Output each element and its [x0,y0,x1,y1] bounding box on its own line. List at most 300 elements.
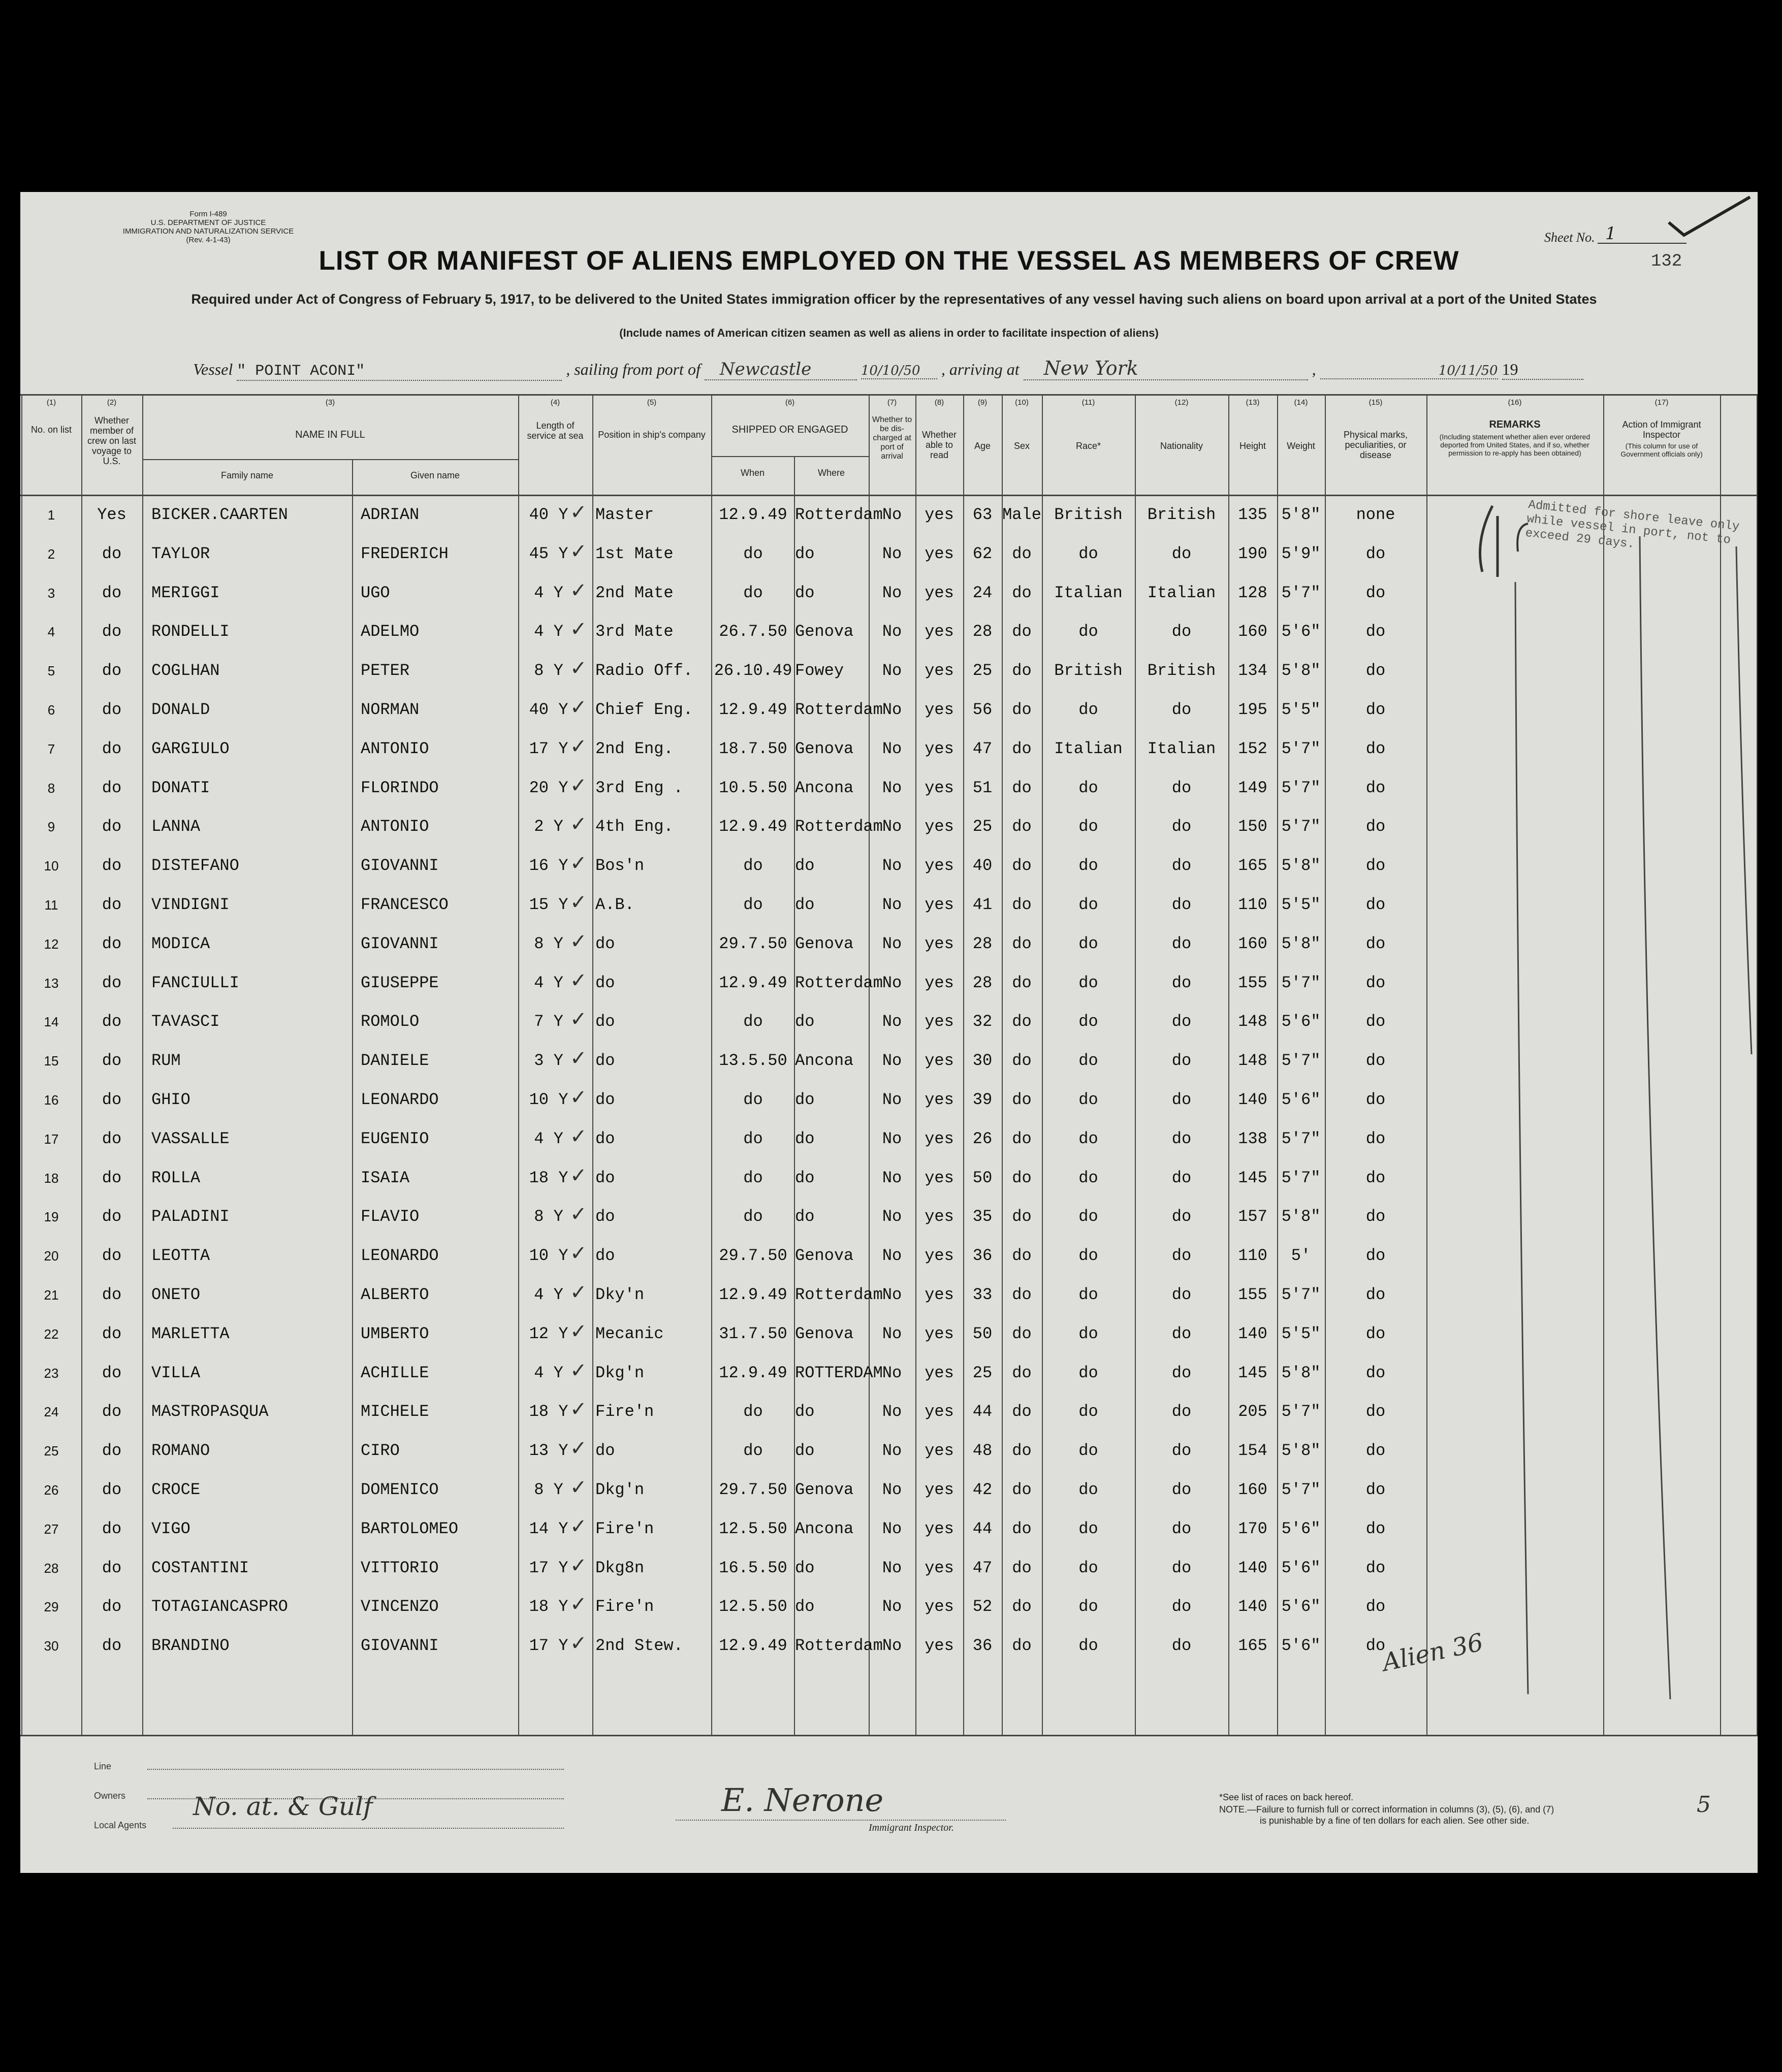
check-mark-icon: ✓ [570,539,587,563]
cell-no: 22 [44,1326,59,1342]
cell-weight: 5'8" [1281,934,1321,953]
cell-service: 40 Y [529,505,568,524]
cell-nationality: do [1171,1480,1192,1499]
cell-family: TAYLOR [151,544,210,563]
cell-physical: do [1365,778,1386,797]
cell-physical: do [1365,1558,1386,1577]
cell-family: LEOTTA [151,1246,210,1266]
cell-member: do [102,1363,122,1382]
cell-height: 145 [1238,1363,1267,1382]
cell-where: Rotterdam [795,973,883,992]
cell-nationality: Italian [1147,583,1216,602]
cell-height: 135 [1238,505,1267,524]
cell-where: do [795,1441,815,1461]
cell-discharged: No [882,934,902,953]
cell-age: 48 [972,1441,993,1461]
cell-read: yes [925,1246,954,1266]
cell-service: 10 Y [529,1090,568,1109]
cell-height: 140 [1238,1324,1267,1343]
cell-height: 149 [1238,778,1267,797]
cell-member: do [102,895,122,914]
header-when: When [740,468,765,478]
cell-race: do [1078,1558,1098,1577]
page-title: LIST OR MANIFEST OF ALIENS EMPLOYED ON THE VESSEL AS MEMBERS OF CREW [319,246,1459,276]
cell-weight: 5'7" [1281,1285,1321,1304]
cell-read: yes [925,739,954,758]
cell-race: do [1078,934,1098,953]
check-mark-icon: ✓ [570,1398,587,1421]
cell-physical: do [1365,1090,1386,1109]
cell-race: do [1078,1090,1098,1109]
cell-age: 56 [972,700,993,719]
include-note: (Include names of American citizen seamen as well as aliens in order to facilitate inspection of aliens) [619,327,1159,339]
comma-separator: , [1312,360,1320,378]
cell-given: DANIELE [361,1051,429,1071]
cell-when: 12.9.49 [719,1636,787,1656]
cell-no: 10 [44,858,59,874]
cell-family: BRANDINO [151,1636,230,1656]
cell-position: Master [595,505,654,524]
cell-where: ROTTERDAM [795,1363,883,1382]
cell-no: 11 [44,897,58,913]
cell-when: 16.5.50 [719,1558,787,1577]
cell-member: do [102,1168,122,1187]
cell-no: 17 [44,1131,59,1147]
column-number: (8) [934,398,944,407]
cell-height: 145 [1238,1168,1267,1187]
cell-race: do [1078,856,1098,876]
cell-no: 9 [47,819,55,835]
cell-given: VITTORIO [361,1558,439,1577]
cell-read: yes [925,1090,954,1109]
cell-race: British [1054,661,1123,681]
cell-sex: do [1012,1597,1032,1616]
cell-nationality: do [1171,700,1192,719]
cell-age: 30 [972,1051,993,1071]
cell-where: do [795,1207,815,1226]
footer-agents-field [173,1828,564,1829]
cell-race: Italian [1054,739,1123,758]
cell-read: yes [925,817,954,836]
cell-no: 1 [47,507,55,523]
cell-age: 50 [972,1168,993,1187]
page-mark: 5 [1697,1792,1711,1818]
cell-no: 24 [44,1404,59,1420]
cell-position: do [595,1090,615,1109]
cell-age: 28 [972,934,993,953]
cell-given: BARTOLOMEO [361,1519,459,1538]
cell-height: 110 [1238,1246,1267,1266]
cell-sex: do [1012,973,1032,992]
cell-position: 4th Eng. [595,817,674,836]
cell-when: 12.9.49 [719,505,787,524]
cell-nationality: do [1171,856,1192,876]
column-number: (12) [1174,398,1189,407]
cell-discharged: No [882,1168,902,1187]
cell-weight: 5'9" [1281,544,1321,563]
cell-weight: 5'7" [1281,1129,1321,1148]
cell-sex: do [1012,1558,1032,1577]
cell-where: do [795,583,815,602]
cell-nationality: do [1171,1324,1192,1343]
header-shipped-engaged: SHIPPED OR ENGAGED [731,424,848,435]
cell-position: do [595,1207,615,1226]
cell-discharged: No [882,1363,902,1382]
cell-height: 140 [1238,1597,1267,1616]
cell-family: VASSALLE [151,1129,230,1148]
cell-position: Bos'n [595,856,645,876]
check-mark-icon: ✓ [570,1163,587,1187]
cell-race: do [1078,1207,1098,1226]
cell-height: 128 [1238,583,1267,602]
cell-nationality: do [1171,1363,1192,1382]
column-number: (17) [1654,398,1669,407]
cell-weight: 5'7" [1281,1051,1321,1071]
cell-discharged: No [882,895,902,914]
header-nationality: Nationality [1160,441,1203,451]
cell-read: yes [925,1012,954,1031]
cell-physical: do [1365,934,1386,953]
cell-given: ALBERTO [361,1285,429,1304]
cell-nationality: do [1171,1246,1192,1266]
cell-nationality: do [1171,895,1192,914]
cell-physical: do [1365,1168,1386,1187]
header-race: Race* [1075,441,1101,451]
agents-signature: No. at. & Gulf [193,1792,373,1821]
cell-age: 28 [972,973,993,992]
cell-weight: 5'8" [1281,856,1321,876]
cell-where: Genova [795,739,854,758]
cell-discharged: No [882,1441,902,1461]
cell-where: do [795,1168,815,1187]
cell-discharged: No [882,1246,902,1266]
cell-physical: do [1365,895,1386,914]
cell-position: 1st Mate [595,544,674,563]
cell-no: 20 [44,1248,59,1264]
cell-no: 2 [47,546,55,562]
cell-family: LANNA [151,817,201,836]
cell-position: Dkg'n [595,1363,645,1382]
check-mark-icon: ✓ [570,1358,587,1382]
header-weight: Weight [1287,441,1315,451]
cell-race: do [1078,778,1098,797]
cell-discharged: No [882,583,902,602]
cell-nationality: do [1171,622,1192,641]
cell-family: BICKER.CAARTEN [151,505,288,524]
cell-nationality: do [1171,934,1192,953]
cell-member: do [102,1519,122,1538]
cell-no: 30 [44,1638,59,1654]
cell-sex: do [1012,778,1032,797]
cell-race: do [1078,1168,1098,1187]
cell-given: GIOVANNI [361,934,439,953]
cell-given: GIOVANNI [361,1636,439,1656]
cell-family: TOTAGIANCASPRO [151,1597,288,1616]
cell-nationality: do [1171,1441,1192,1461]
cell-age: 47 [972,739,993,758]
cell-age: 41 [972,895,993,914]
cell-service: 18 Y [529,1597,568,1616]
footer-line-field [147,1769,564,1770]
check-mark-icon: ✓ [570,1476,587,1499]
check-mark-icon: ✓ [570,501,587,524]
header-able-read: Whether able to read [921,430,957,460]
cell-discharged: No [882,856,902,876]
cell-nationality: do [1171,973,1192,992]
cell-family: MODICA [151,934,210,953]
cell-sex: Male [1002,505,1041,524]
cell-weight: 5'8" [1281,1441,1321,1461]
cell-height: 165 [1238,1636,1267,1656]
cell-physical: do [1365,856,1386,876]
cell-sex: do [1012,583,1032,602]
cell-weight: 5'6" [1281,1012,1321,1031]
header-position: Position in ship's company [598,430,706,440]
cell-age: 33 [972,1285,993,1304]
cell-given: FRANCESCO [361,895,449,914]
check-mark-icon: ✓ [570,773,587,797]
cell-weight: 5'5" [1281,700,1321,719]
cell-sex: do [1012,1519,1032,1538]
cell-family: ROLLA [151,1168,201,1187]
header-sex: Sex [1013,441,1030,451]
header-whether-member: Whether member of crew on last voyage to U.S. [87,415,137,466]
cell-member: do [102,622,122,641]
cell-age: 25 [972,661,993,681]
cell-no: 29 [44,1599,59,1615]
cell-family: ONETO [151,1285,201,1304]
cell-position: Dky'n [595,1285,645,1304]
cell-physical: do [1365,739,1386,758]
cell-no: 26 [44,1482,59,1498]
cell-when: 26.10.49 [714,661,792,681]
cell-given: NORMAN [361,700,420,719]
check-mark-icon: ✓ [570,891,587,914]
cell-sex: do [1012,1636,1032,1656]
cell-given: ADELMO [361,622,420,641]
cell-race: do [1078,817,1098,836]
cell-physical: do [1365,1480,1386,1499]
cell-position: Chief Eng. [595,700,693,719]
cell-weight: 5'7" [1281,778,1321,797]
cell-service: 8 Y [534,1480,563,1499]
cell-read: yes [925,1168,954,1187]
cell-position: 3rd Eng . [595,778,683,797]
cell-family: DISTEFANO [151,856,239,876]
alien-count: Alien 36 [1380,1628,1486,1677]
cell-age: 51 [972,778,993,797]
cell-race: do [1078,1480,1098,1499]
cell-nationality: do [1171,817,1192,836]
cell-read: yes [925,1636,954,1656]
cell-family: DONALD [151,700,210,719]
cell-race: do [1078,1402,1098,1421]
cell-position: do [595,1246,615,1266]
cell-family: RONDELLI [151,622,230,641]
cell-service: 17 Y [529,1558,568,1577]
cell-when: 31.7.50 [719,1324,787,1343]
cell-member: do [102,1090,122,1109]
cell-read: yes [925,778,954,797]
cell-weight: 5'6" [1281,1558,1321,1577]
cell-position: Fire'n [595,1519,654,1538]
column-number: (7) [887,398,897,407]
check-mark-icon: ✓ [570,813,587,836]
cell-sex: do [1012,1012,1032,1031]
cell-discharged: No [882,1285,902,1304]
cell-physical: do [1365,1051,1386,1071]
cell-height: 138 [1238,1129,1267,1148]
footer-owners-label: Owners [94,1791,126,1801]
cell-race: do [1078,1519,1098,1538]
remarks-note: Admitted for shore leave only while vessel in port, not to exceed 29 days. [1524,498,1740,552]
cell-sex: do [1012,700,1032,719]
cell-weight: 5'6" [1281,622,1321,641]
cell-service: 16 Y [529,856,568,876]
header-age: Age [974,441,991,451]
cell-family: VIGO [151,1519,190,1538]
cell-read: yes [925,544,954,563]
cell-height: 150 [1238,817,1267,836]
column-number: (5) [647,398,657,407]
cell-height: 205 [1238,1402,1267,1421]
cell-weight: 5'8" [1281,1363,1321,1382]
cell-discharged: No [882,505,902,524]
cell-position: Dkg8n [595,1558,645,1577]
cell-race: do [1078,1441,1098,1461]
cell-given: DOMENICO [361,1480,439,1499]
cell-discharged: No [882,1597,902,1616]
cell-nationality: do [1171,1051,1192,1071]
check-mark-icon: ✓ [570,1553,587,1577]
cell-discharged: No [882,1480,902,1499]
check-mark-icon: ✓ [570,1203,587,1226]
cell-read: yes [925,1051,954,1071]
cell-when: do [743,1402,763,1421]
cell-family: TAVASCI [151,1012,220,1031]
cell-where: Rotterdam [795,505,883,524]
cell-member: do [102,1558,122,1577]
cell-read: yes [925,505,954,524]
cell-sex: do [1012,856,1032,876]
cell-nationality: do [1171,1558,1192,1577]
cell-physical: do [1365,1285,1386,1304]
cell-age: 47 [972,1558,993,1577]
cell-family: MARLETTA [151,1324,230,1343]
cell-nationality: Italian [1147,739,1216,758]
cell-no: 7 [47,741,55,757]
arriving-label: , arriving at [941,360,1020,378]
cell-read: yes [925,661,954,681]
cell-physical: do [1365,1324,1386,1343]
cell-sex: do [1012,739,1032,758]
cell-position: 2nd Stew. [595,1636,683,1656]
cell-member: do [102,1051,122,1071]
department: U.S. DEPARTMENT OF JUSTICE [150,218,266,227]
cell-given: EUGENIO [361,1129,429,1148]
cell-where: do [795,1402,815,1421]
footer-agents-label: Local Agents [94,1820,147,1830]
cell-position: 2nd Mate [595,583,674,602]
cell-no: 27 [44,1521,59,1537]
cell-when: do [743,1129,763,1148]
cell-no: 14 [44,1014,59,1030]
cell-weight: 5'7" [1281,583,1321,602]
cell-family: COSTANTINI [151,1558,249,1577]
races-note: *See list of races on back hereof. [1219,1792,1354,1802]
sheet-label: Sheet No. [1544,230,1595,245]
cell-sex: do [1012,1285,1032,1304]
cell-read: yes [925,1402,954,1421]
cell-where: do [795,1129,815,1148]
cell-height: 170 [1238,1519,1267,1538]
column-number: (13) [1246,398,1260,407]
column-number: (16) [1508,398,1522,407]
cell-age: 35 [972,1207,993,1226]
cell-service: 18 Y [529,1402,568,1421]
cell-read: yes [925,1558,954,1577]
cell-physical: do [1365,1129,1386,1148]
cell-given: GIOVANNI [361,856,439,876]
vessel-line [193,357,1583,381]
cell-given: LEONARDO [361,1246,439,1266]
cell-discharged: No [882,700,902,719]
cell-discharged: No [882,1324,902,1343]
cell-discharged: No [882,1129,902,1148]
column-number: (3) [325,398,335,407]
cell-service: 4 Y [534,1363,563,1382]
stamp-number: 132 [1651,252,1682,271]
cell-where: Rotterdam [795,1285,883,1304]
crew-table [20,394,1758,1735]
cell-no: 28 [44,1560,59,1576]
cell-race: do [1078,1285,1098,1304]
cell-sex: do [1012,1363,1032,1382]
cell-discharged: No [882,778,902,797]
cell-sex: do [1012,1402,1032,1421]
cell-where: Rotterdam [795,700,883,719]
cell-where: do [795,856,815,876]
cell-physical: do [1365,1597,1386,1616]
cell-given: FLAVIO [361,1207,420,1226]
table-bottom-border [20,1735,1758,1736]
cell-height: 148 [1238,1051,1267,1071]
cell-member: do [102,817,122,836]
column-number: (15) [1369,398,1383,407]
cell-when: 12.9.49 [719,817,787,836]
arriving-port: New York [1024,357,1308,380]
cell-where: do [795,1012,815,1031]
cell-sex: do [1012,1168,1032,1187]
check-mark-icon: ✓ [570,1086,587,1109]
cell-where: Rotterdam [795,817,883,836]
cell-position: Dkg'n [595,1480,645,1499]
header-physical: Physical marks, peculiarities, or disease [1343,430,1408,460]
cell-nationality: British [1147,505,1216,524]
cell-race: do [1078,700,1098,719]
column-number: (9) [977,398,988,407]
cell-read: yes [925,1129,954,1148]
cell-read: yes [925,1363,954,1382]
cell-position: do [595,1129,615,1148]
header-action: Action of Immigrant Inspector [1622,419,1701,440]
column-number: (11) [1081,398,1095,407]
cell-age: 42 [972,1480,993,1499]
cell-when: 12.9.49 [719,1363,787,1382]
cell-height: 195 [1238,700,1267,719]
sailing-date: 10/10/50 [861,363,937,379]
cell-weight: 5'7" [1281,1480,1321,1499]
